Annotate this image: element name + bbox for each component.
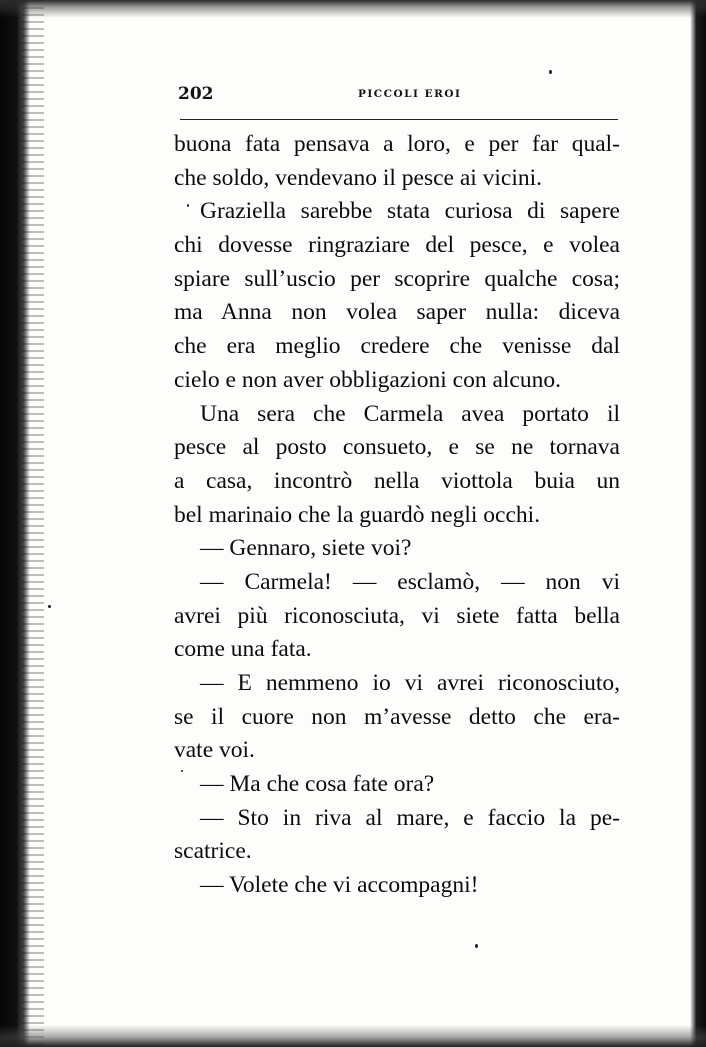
text-line: — Volete che vi accompagni! <box>200 872 479 899</box>
text-line: a casa, incontrò nella viottola buia un <box>174 467 620 494</box>
text-line: — Ma che cosa fate ora? <box>200 771 435 798</box>
text-line: — Sto in riva al mare, e faccio la pe- <box>200 804 620 831</box>
scan-edge-bottom <box>0 1025 706 1047</box>
scan-speck <box>549 70 552 74</box>
text-line: — Carmela! — esclamò, — non vi <box>200 568 620 595</box>
page-header <box>178 82 620 112</box>
scan-speck <box>181 770 183 772</box>
text-line: — E nemmeno io vi avrei riconosciuto, <box>200 670 620 696</box>
text-line: chi dovesse ringraziare del pesce, e volea <box>174 232 620 259</box>
text-line: Una sera che Carmela avea portato il <box>200 400 620 427</box>
text-line: se il cuore non m’avesse detto che era- <box>174 703 620 730</box>
text-line: pesce al posto consueto, e se ne tornava <box>174 434 620 461</box>
scan-speck <box>475 944 478 948</box>
text-line: che soldo, vendevano il pesce ai vicini. <box>174 164 543 191</box>
text-line: buona fata pensava a loro, e per far qual- <box>174 131 620 157</box>
scan-edge-top <box>0 0 706 18</box>
text-line: che era meglio credere che venisse dal <box>174 333 620 360</box>
text-line: bel marinaio che la guardò negli occhi. <box>174 501 541 528</box>
text-line: scatrice. <box>174 838 252 865</box>
text-line: cielo e non aver obbligazioni con alcuno. <box>174 366 561 393</box>
scan-gutter-noise <box>22 0 44 1047</box>
text-line: avrei più riconosciuta, vi siete fatta bella <box>174 602 620 629</box>
scan-speck <box>48 605 51 608</box>
page-number: 202 <box>178 84 214 104</box>
text-line: Graziella sarebbe stata curiosa di sapere <box>200 198 620 225</box>
text-line: spiare sull’uscio per scoprire qualche cosa; <box>174 265 620 292</box>
text-line: vate voi. <box>174 737 255 764</box>
text-line: come una fata. <box>174 636 312 663</box>
text-line: — Gennaro, siete voi? <box>200 535 412 562</box>
running-title: PICCOLI EROI <box>358 88 462 100</box>
text-line: ma Anna non volea saper nulla: diceva <box>174 299 620 326</box>
header-rule <box>180 119 618 120</box>
scan-speck <box>187 204 189 207</box>
scan-edge-right <box>690 0 706 1047</box>
body-text <box>174 128 620 903</box>
